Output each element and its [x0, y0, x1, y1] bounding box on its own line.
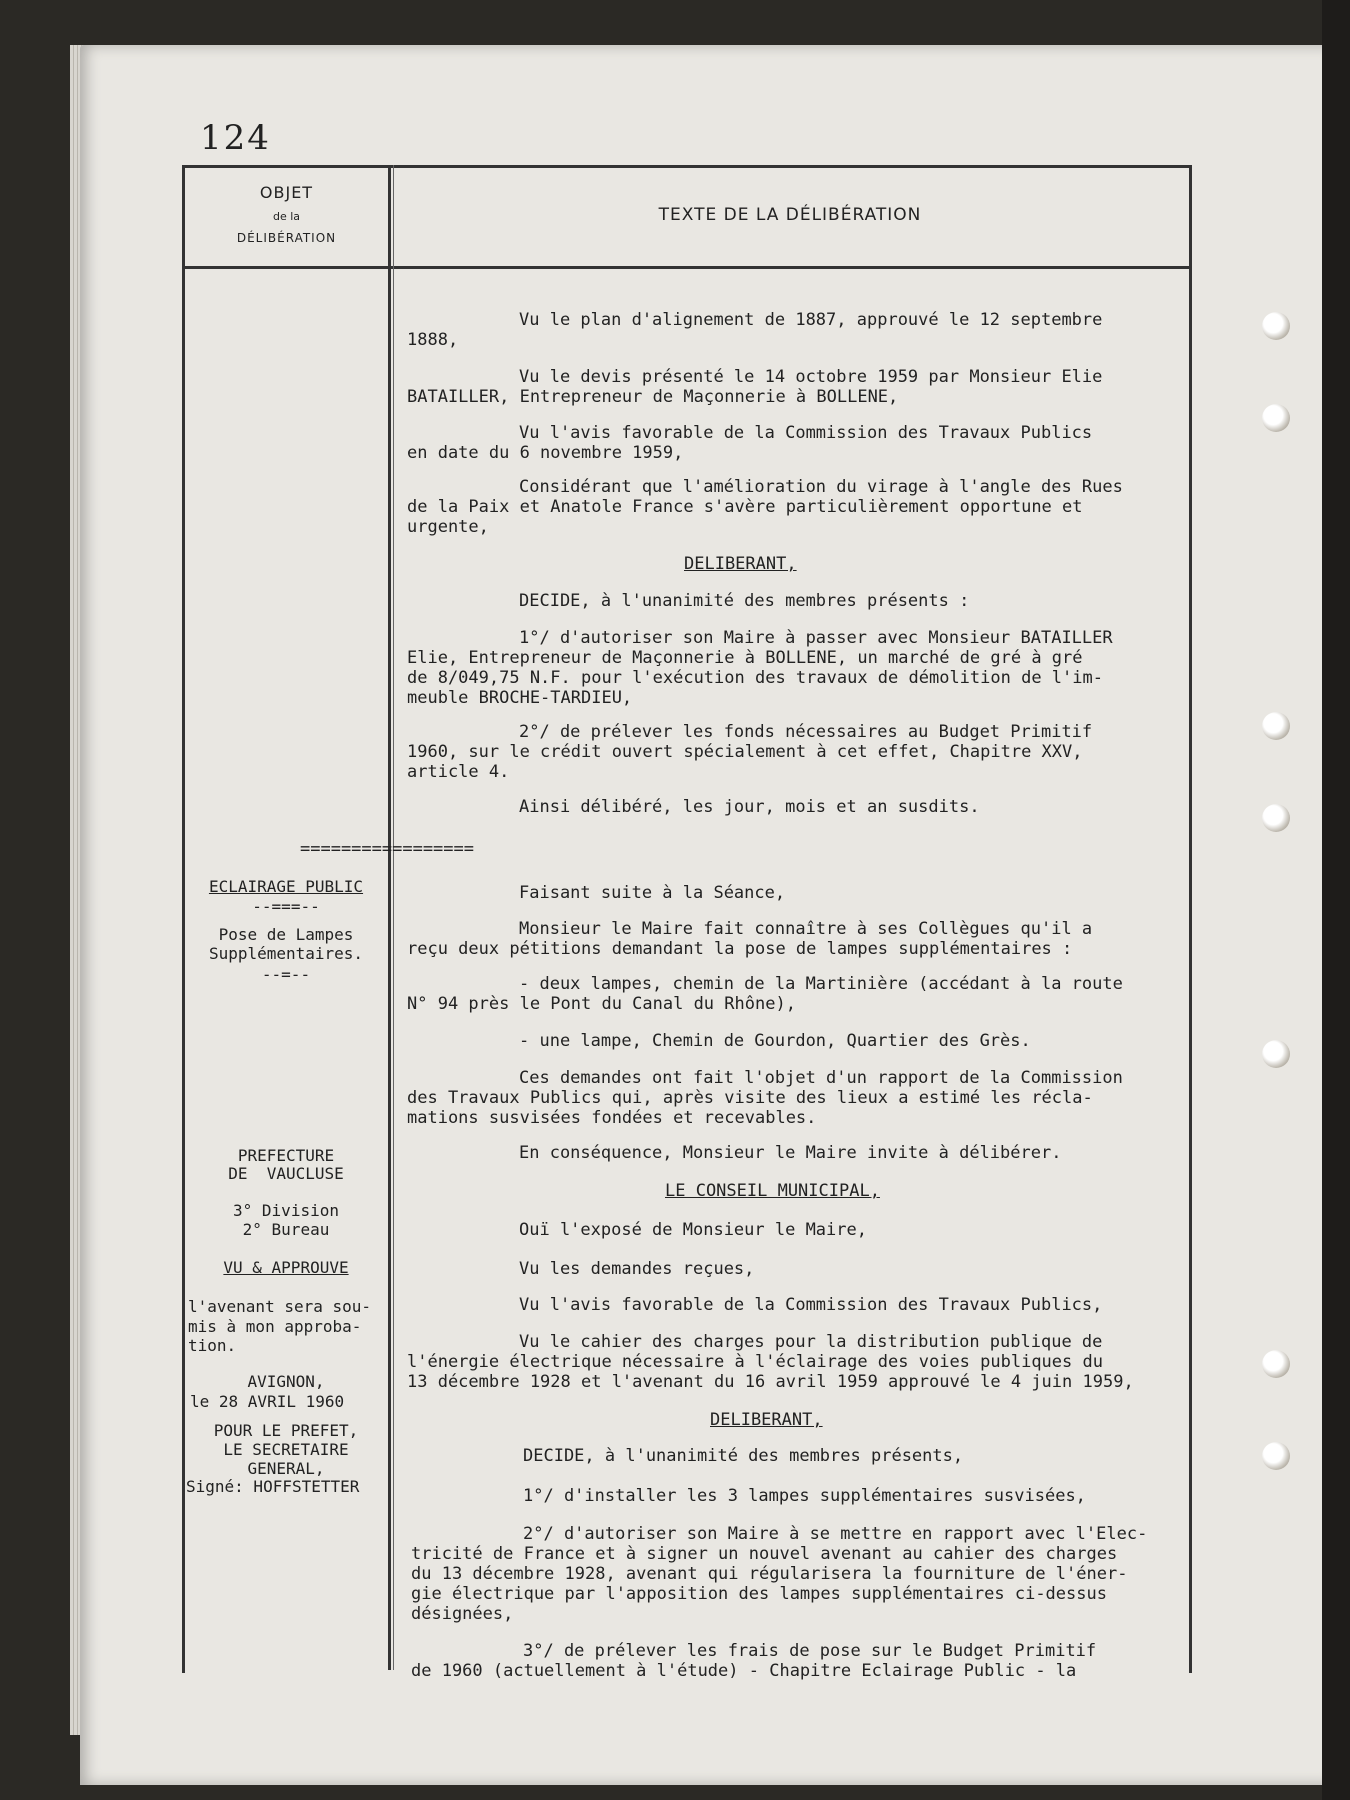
text-line: en date du 6 novembre 1959,: [407, 443, 684, 463]
text-line: Faisant suite à la Séance,: [519, 883, 786, 903]
margin-city: AVIGNON,: [247, 1372, 325, 1391]
header-texte: TEXTE DE LA DÉLIBÉRATION: [658, 205, 922, 225]
text-line: - deux lampes, chemin de la Martinière (accédant à la route: [519, 974, 1123, 994]
text-line: Vu l'avis favorable de la Commission des Travaux Publics,: [519, 1295, 1103, 1315]
section-heading: DELIBERANT,: [710, 1410, 823, 1430]
margin-signature: Signé: HOFFSTETTER: [186, 1477, 360, 1496]
text-line: du 13 décembre 1928, avenant qui régularisera la fourniture de l'éner-: [411, 1564, 1128, 1584]
margin-note: mis à mon approba-: [188, 1317, 362, 1336]
text-line: En conséquence, Monsieur le Maire invite à délibérer.: [519, 1143, 1062, 1163]
text-line: désignées,: [411, 1604, 514, 1624]
text-line: Vu les demandes reçues,: [519, 1259, 755, 1279]
text-line: DECIDE, à l'unanimité des membres présents :: [519, 591, 970, 611]
text-line: gie électrique par l'apposition des lampes supplémentaires ci-dessus: [411, 1584, 1107, 1604]
text-line: 2°/ de prélever les fonds nécessaires au Budget Primitif: [519, 722, 1093, 742]
binder-hole-icon: [1262, 804, 1290, 832]
text-line: N° 94 près le Pont du Canal du Rhône),: [407, 994, 796, 1014]
text-line: meuble BROCHE-TARDIEU,: [407, 688, 633, 708]
section-heading: LE CONSEIL MUNICIPAL,: [665, 1181, 880, 1201]
margin-note: l'avenant sera sou-: [188, 1297, 372, 1316]
margin-note: tion.: [188, 1336, 237, 1355]
text-line: urgente,: [407, 517, 489, 537]
margin-signature: GENERAL,: [247, 1459, 325, 1478]
margin-subject: Supplémentaires.: [208, 944, 364, 963]
margin-signature: LE SECRETAIRE: [223, 1440, 349, 1459]
text-line: 2°/ d'autoriser son Maire à se mettre en rapport avec l'Elec-: [523, 1524, 1148, 1544]
margin-divider: --===--: [252, 897, 320, 916]
text-line: Elie, Entrepreneur de Maçonnerie à BOLLENE, un marché de gré à gré: [407, 648, 1083, 668]
binder-background: [1322, 0, 1350, 1800]
separator-line: =================: [300, 839, 474, 859]
header-objet-de-la: de la: [272, 210, 301, 223]
text-line: 1888,: [407, 330, 459, 350]
text-line: 13 décembre 1928 et l'avenant du 16 avril 1959 approuvé le 4 juin 1959,: [407, 1372, 1134, 1392]
section-heading: DELIBERANT,: [684, 554, 797, 574]
margin-approval: VU & APPROUVE: [223, 1258, 349, 1277]
text-line: de 8/049,75 N.F. pour l'exécution des travaux de démolition de l'im-: [407, 668, 1103, 688]
text-line: reçu deux pétitions demandant la pose de lampes supplémentaires :: [407, 939, 1073, 959]
text-line: 1°/ d'autoriser son Maire à passer avec Monsieur BATAILLER: [519, 628, 1113, 648]
binder-hole-icon: [1262, 404, 1290, 432]
binder-hole-icon: [1262, 712, 1290, 740]
column-divider-inner: [393, 165, 394, 1670]
binder-hole-icon: [1262, 1442, 1290, 1470]
text-line: Monsieur le Maire fait connaître à ses Collègues qu'il a: [519, 919, 1093, 939]
margin-bureau: 2° Bureau: [242, 1220, 330, 1239]
margin-signature: POUR LE PREFET,: [213, 1421, 359, 1440]
margin-title: ECLAIRAGE PUBLIC: [208, 877, 364, 896]
margin-division: 3° Division: [233, 1201, 339, 1220]
margin-subject: Pose de Lampes: [218, 925, 354, 944]
text-line: mations susvisées fondées et recevables.: [407, 1108, 817, 1128]
header-objet-title: OBJET: [259, 183, 314, 202]
text-line: l'énergie électrique nécessaire à l'éclairage des voies publiques du: [407, 1352, 1103, 1372]
text-line: Considérant que l'amélioration du virage à l'angle des Rues: [519, 477, 1123, 497]
page-number: 124: [200, 118, 271, 158]
text-line: article 4.: [407, 762, 510, 782]
text-line: BATAILLER, Entrepreneur de Maçonnerie à BOLLENE,: [407, 387, 899, 407]
text-line: 3°/ de prélever les frais de pose sur le Budget Primitif: [523, 1641, 1097, 1661]
text-line: des Travaux Publics qui, après visite des lieux a estimé les récla-: [407, 1088, 1093, 1108]
text-line: de la Paix et Anatole France s'avère particulièrement opportune et: [407, 497, 1083, 517]
text-line: Vu le plan d'alignement de 1887, approuvé le 12 septembre: [519, 310, 1103, 330]
margin-prefecture: DE VAUCLUSE: [228, 1164, 344, 1183]
margin-divider: --=--: [261, 965, 311, 984]
margin-date: le 28 AVRIL 1960: [190, 1392, 345, 1411]
header-divider: [182, 266, 1189, 269]
binder-hole-icon: [1262, 1040, 1290, 1068]
text-line: de 1960 (actuellement à l'étude) - Chapitre Eclairage Public - la: [411, 1661, 1077, 1681]
text-line: 1°/ d'installer les 3 lampes supplémentaires susvisées,: [523, 1486, 1086, 1506]
text-line: - une lampe, Chemin de Gourdon, Quartier des Grès.: [519, 1031, 1031, 1051]
text-line: Vu le devis présenté le 14 octobre 1959 par Monsieur Elie: [519, 367, 1103, 387]
header-objet-deliberation: DÉLIBÉRATION: [236, 231, 337, 245]
binder-hole-icon: [1262, 1350, 1290, 1378]
header-objet: [185, 183, 388, 245]
column-divider: [388, 165, 391, 1670]
text-line: DECIDE, à l'unanimité des membres présents,: [523, 1446, 964, 1466]
text-line: Vu l'avis favorable de la Commission des Travaux Publics: [519, 423, 1093, 443]
binder-hole-icon: [1262, 312, 1290, 340]
text-line: tricité de France et à signer un nouvel avenant au cahier des charges: [411, 1544, 1118, 1564]
text-line: Ouï l'exposé de Monsieur le Maire,: [519, 1220, 867, 1240]
text-line: 1960, sur le crédit ouvert spécialement à cet effet, Chapitre XXV,: [407, 742, 1083, 762]
margin-prefecture: PREFECTURE: [237, 1146, 335, 1165]
text-line: Ces demandes ont fait l'objet d'un rapport de la Commission: [519, 1068, 1123, 1088]
text-line: Ainsi délibéré, les jour, mois et an susdits.: [519, 797, 980, 817]
text-line: Vu le cahier des charges pour la distribution publique de: [519, 1332, 1103, 1352]
